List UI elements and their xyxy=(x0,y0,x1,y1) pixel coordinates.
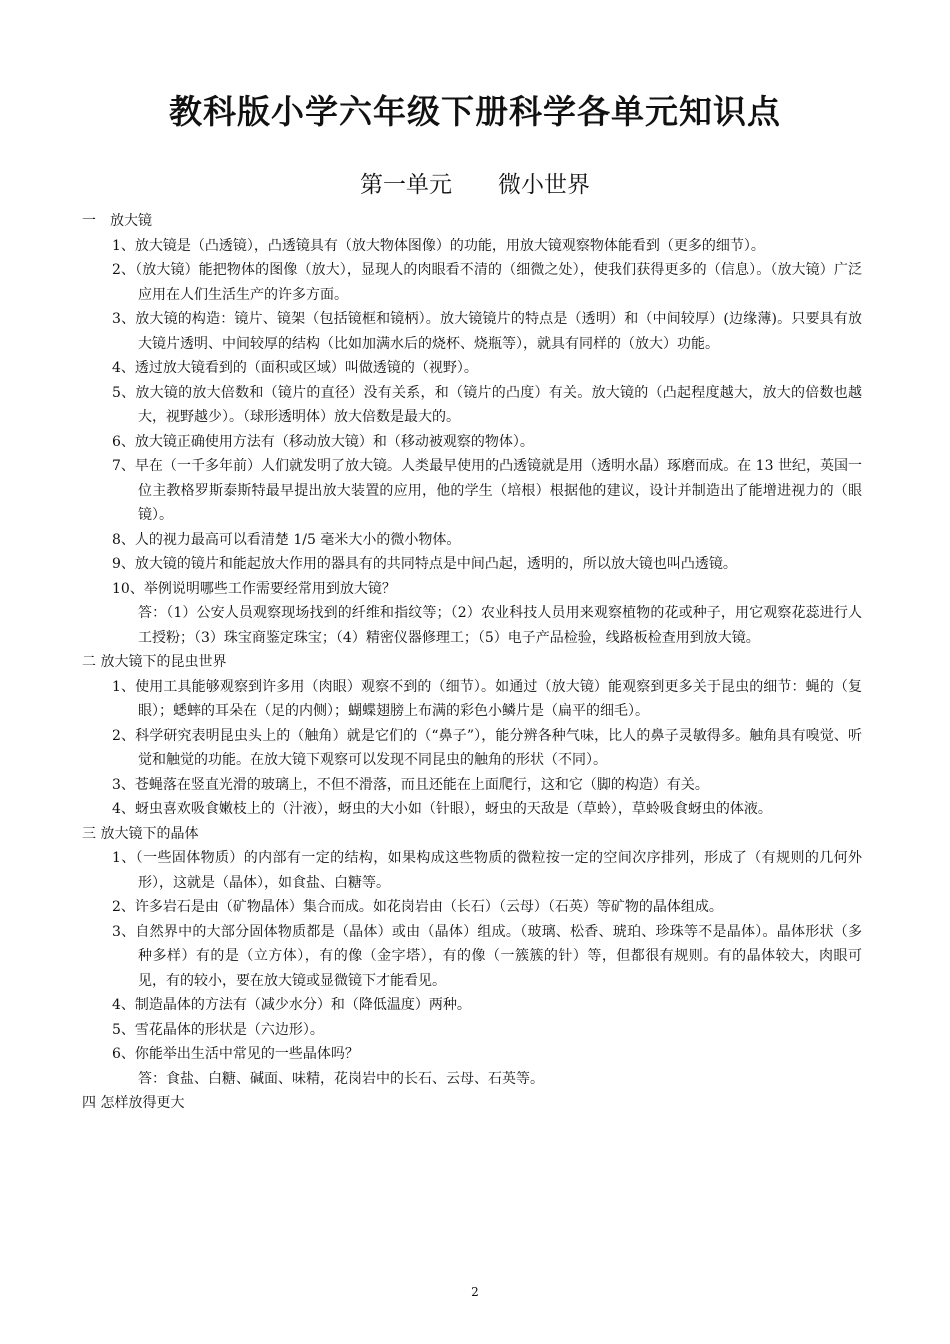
list-item: 2、许多岩石是由（矿物晶体）集合而成。如花岗岩由（长石）（云母）（石英）等矿物的晶体组成。 xyxy=(112,899,723,915)
section-magnifier xyxy=(82,209,862,650)
list-item: 3、放大镜的构造：镜片、镜架（包括镜框和镜柄）。放大镜镜片的特点是（透明）和（中间较厚）(边缘薄)。只要具有放大镜片透明、中间较厚的结构（比如加满水后的烧杯、烧瓶等），就具有同样的（放大）功能。 xyxy=(112,311,862,352)
section-heading: 三 放大镜下的晶体 xyxy=(82,825,199,842)
list-item: 3、自然界中的大部分固体物质都是（晶体）或由（晶体）组成。（玻璃、松香、琥珀、珍珠等不是晶体）。晶体形状（多种多样）有的是（立方体），有的像（金字塔），有的像（一簇簇的针）等，但都很有规则。有的晶体较大，肉眼可见，有的较小，要在放大镜或显微镜下才能看见。 xyxy=(112,923,862,989)
section-magnify-more xyxy=(82,1091,862,1116)
answer-text: 答：（1）公安人员观察现场找到的纤维和指纹等；（2）农业科技人员用来观察植物的花或种子，用它观察花蕊进行人工授粉；（3）珠宝商鉴定珠宝；（4）精密仪器修理工；（5）电子产品检验，线路板检查用到放大镜。 xyxy=(138,605,862,646)
list-item: 1、（一些固体物质）的内部有一定的结构，如果构成这些物质的微粒按一定的空间次序排列，形成了（有规则的几何外形），这就是（晶体），如食盐、白糖等。 xyxy=(112,850,862,891)
list-item: 9、放大镜的镜片和能起放大作用的器具有的共同特点是中间凸起，透明的，所以放大镜也叫凸透镜。 xyxy=(112,556,737,572)
section-crystals xyxy=(82,822,862,1092)
section-insects xyxy=(82,650,862,822)
list-item: 1、放大镜是（凸透镜），凸透镜具有（放大物体图像）的功能，用放大镜观察物体能看到（更多的细节）。 xyxy=(112,237,765,254)
list-item: 10、举例说明哪些工作需要经常用到放大镜？ xyxy=(112,580,396,597)
list-item: 4、透过放大镜看到的（面积或区域）叫做透镜的（视野）。 xyxy=(112,360,478,376)
section-heading: 一 放大镜 xyxy=(82,213,152,229)
document-title: 教科版小学六年级下册科学各单元知识点 xyxy=(169,92,781,131)
section-heading: 四 怎样放得更大 xyxy=(82,1095,185,1111)
list-item: 1、使用工具能够观察到许多用（肉眼）观察不到的（细节）。如通过（放大镜）能观察到更多关于昆虫的细节：蝇的（复眼）；蟋蟀的耳朵在（足的内侧）；蝴蝶翅膀上布满的彩色小鳞片是（扁平的细毛）。 xyxy=(112,678,862,719)
list-item: 4、制造晶体的方法有（减少水分）和（降低温度）两种。 xyxy=(112,997,471,1013)
section-heading: 二 放大镜下的昆虫世界 xyxy=(82,654,227,670)
list-item: 8、人的视力最高可以看清楚 1/5 毫米大小的微小物体。 xyxy=(112,531,461,548)
document-body xyxy=(82,209,862,1116)
list-item: 2、（放大镜）能把物体的图像（放大），显现人的肉眼看不清的（细微之处），使我们获得更多的（信息）。（放大镜）广泛应用在人们生活生产的许多方面。 xyxy=(112,262,862,303)
list-item: 5、放大镜的放大倍数和（镜片的直径）没有关系，和（镜片的凸度）有关。放大镜的（凸起程度越大，放大的倍数也越大，视野越少）。（球形透明体）放大倍数是最大的。 xyxy=(112,384,862,425)
unit-title: 第一单元 微小世界 xyxy=(360,172,590,198)
list-item: 2、科学研究表明昆虫头上的（触角）就是它们的（“鼻子”），能分辨各种气味，比人的鼻子灵敏得多。触角具有嗅觉、听觉和触觉的功能。在放大镜下观察可以发现不同昆虫的触角的形状（不同）。 xyxy=(112,727,862,768)
list-item: 7、早在（一千多年前）人们就发明了放大镜。人类最早使用的凸透镜就是用（透明水晶）琢磨而成。在 13 世纪，英国一位主教格罗斯泰斯特最早提出放大装置的应用，他的学生（培根）根据他的建议，设计并制造出了能增进视力的（眼镜）。 xyxy=(112,458,862,523)
list-item: 3、苍蝇落在竖直光滑的玻璃上，不但不滑落，而且还能在上面爬行，这和它（脚的构造）有关。 xyxy=(112,776,709,793)
list-item: 5、雪花晶体的形状是（六边形）。 xyxy=(112,1021,324,1038)
list-item: 6、你能举出生活中常见的一些晶体吗？ xyxy=(112,1046,359,1062)
list-item: 6、放大镜正确使用方法有（移动放大镜）和（移动被观察的物体）。 xyxy=(112,433,534,450)
answer-text: 答：食盐、白糖、碱面、味精，花岗岩中的长石、云母、石英等。 xyxy=(138,1070,544,1087)
list-item: 4、蚜虫喜欢吸食嫩枝上的（汁液），蚜虫的大小如（针眼），蚜虫的天敌是（草蛉），草蛉吸食蚜虫的体液。 xyxy=(112,801,772,817)
page-number: 2 xyxy=(471,1285,479,1299)
